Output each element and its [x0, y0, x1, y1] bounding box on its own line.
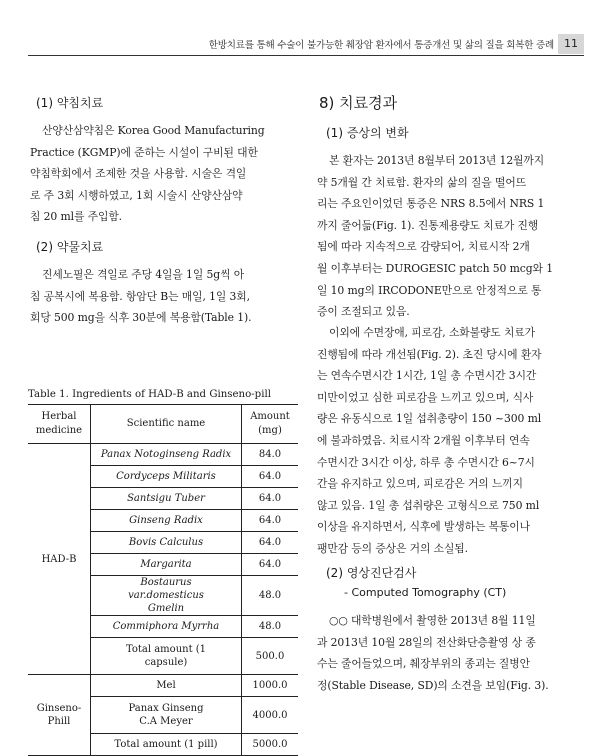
table-cell-amount: 1000.0 [242, 675, 299, 697]
table-cell-name: Santsigu Tuber [91, 488, 242, 510]
table-cell-name: Bostaurus var.domesticus Gmelin [91, 576, 242, 616]
header-scientific-name: Scientific name [91, 405, 242, 444]
section-heading-medication: (2) 약물치료 [36, 240, 104, 254]
text-line: 월 이후부터는 DUROGESIC patch 50 mcg와 1 [317, 261, 553, 275]
table-cell-total-label: Total amount (1 capsule) [91, 638, 242, 675]
ingredients-table [28, 404, 298, 756]
table-cell-total-label: Total amount (1 pill) [91, 734, 242, 756]
table-cell-amount: 64.0 [242, 554, 299, 576]
table-cell-amount: 48.0 [242, 616, 299, 638]
text-line: 진세노필은 격일로 주당 4일을 1일 5g씩 아 [42, 268, 245, 281]
table-cell-amount: 84.0 [242, 444, 299, 466]
text-line: 량은 유동식으로 1일 섭취총량이 150 ~300 ml [317, 412, 542, 426]
text-line: 는 연속수면시간 1시간, 1일 총 수면시간 3시간 [317, 369, 537, 383]
text-line: 리는 주요인이었던 통증은 NRS 8.5에서 NRS 1 [317, 197, 545, 211]
text-line: 까지 줄어듦(Fig. 1). 진통제용량도 치료가 진행 [317, 218, 539, 232]
text-line: 진행됨에 따라 개선됨(Fig. 2). 초진 당시에 환자 [317, 347, 542, 361]
text-line: 침 20 ml를 주입함. [30, 210, 123, 224]
section-heading-imaging: (2) 영상진단검사 [326, 566, 417, 580]
table-cell-amount: 64.0 [242, 510, 299, 532]
text-line: 에 불과하였음. 치료시작 2개월 이후부터 연속 [317, 433, 530, 447]
table-cell-name: Mel [91, 675, 242, 697]
paragraph-acupuncture [30, 120, 298, 228]
table-cell-amount: 4000.0 [242, 697, 299, 734]
section-heading-progress: 8) 치료경과 [319, 94, 398, 112]
text-line: Practice (KGMP)에 준하는 시설이 구비된 대한 [30, 145, 258, 159]
table-cell-name: Panax Notoginseng Radix [91, 444, 242, 466]
text-line: 증이 조절되고 있음. [317, 305, 410, 319]
text-line: 이상을 유지하면서, 식후에 발생하는 복통이나 [317, 520, 530, 534]
text-line: 회당 500 mg을 식후 30분에 복용함(Table 1). [30, 311, 252, 325]
table-cell-name: Cordyceps Militaris [91, 466, 242, 488]
text-line: 수면시간 3시간 이상, 하루 총 수면시간 6~7시 [317, 455, 535, 469]
text-line: 간을 유지하고 있으며, 피로감은 거의 느끼지 [317, 477, 523, 491]
text-line: 이외에 수면장애, 피로감, 소화불량도 치료가 [329, 326, 535, 339]
running-header [0, 34, 610, 56]
group-had-b: HAD-B [28, 444, 91, 675]
table-cell-name: Panax Ginseng C.A Meyer [91, 697, 242, 734]
group-ginseno-phill: Ginseno-Phill [28, 675, 91, 756]
text-line: 본 환자는 2013년 8월부터 2013년 12월까지 [329, 154, 545, 167]
text-line: 수는 줄어들었으며, 췌장부위의 종괴는 질병안 [317, 657, 530, 671]
text-line: 약 5개월 간 치료함. 환자의 삶의 질을 떨어뜨 [317, 175, 527, 189]
header-herbal-medicine: Herbal medicine [28, 405, 91, 444]
text-line: 않고 있음. 1일 총 섭취량은 고형식으로 750 ml [317, 498, 540, 512]
text-line: 약침학회에서 조제한 것을 사용함. 시술은 격일 [30, 167, 247, 181]
table-cell-name: Margarita [91, 554, 242, 576]
table-cell-amount: 64.0 [242, 488, 299, 510]
table-caption: Table 1. Ingredients of HAD-B and Ginseno-pill [28, 389, 271, 400]
table-cell-total: 500.0 [242, 638, 299, 675]
running-title: 한방치료를 통해 수술이 불가능한 췌장암 환자에서 통증개선 및 삶의 질을 회복한 증례 [208, 40, 554, 51]
text-line: 산양산삼약침은 Korea Good Manufacturing [42, 124, 265, 137]
paragraph-symptoms-1 [317, 150, 585, 323]
text-line: ○○ 대학병원에서 촬영한 2013년 8월 11일 [329, 614, 536, 627]
text-line: 정(Stable Disease, SD)의 소견을 보임(Fig. 3). [317, 678, 549, 692]
paragraph-symptoms-2 [317, 322, 585, 560]
header-amount: Amount (mg) [242, 405, 299, 444]
text-line: 팽만감 등의 증상은 거의 소실됨. [317, 541, 468, 555]
page-number: 11 [558, 34, 584, 54]
table-cell-name: Bovis Calculus [91, 532, 242, 554]
text-line: 됨에 따라 지속적으로 감량되어, 치료시작 2개 [317, 240, 530, 254]
table-cell-total: 5000.0 [242, 734, 299, 756]
table-cell-name: Commiphora Myrrha [91, 616, 242, 638]
table-cell-amount: 48.0 [242, 576, 299, 616]
table-cell-name: Ginseng Radix [91, 510, 242, 532]
section-heading-acupuncture: (1) 약침치료 [36, 96, 104, 110]
subheading-ct: - Computed Tomography (CT) [344, 586, 507, 599]
paragraph-medication [30, 264, 298, 329]
text-line: 일 10 mg의 IRCODONE만으로 안정적으로 통 [317, 283, 542, 297]
table-cell-amount: 64.0 [242, 466, 299, 488]
section-heading-symptoms: (1) 증상의 변화 [326, 126, 409, 140]
text-line: 로 주 3회 시행하였고, 1회 시술시 산양산삼약 [30, 188, 243, 202]
text-line: 과 2013년 10월 28일의 전산화단층촬영 상 종 [317, 635, 536, 649]
text-line: 침 공복시에 복용함. 항암단 B는 매일, 1일 3회, [30, 289, 250, 303]
paragraph-imaging [317, 610, 585, 696]
text-line: 미만이었고 심한 피로감을 느끼고 있으며, 식사 [317, 390, 534, 404]
table-cell-amount: 64.0 [242, 532, 299, 554]
header-rule [28, 55, 584, 56]
